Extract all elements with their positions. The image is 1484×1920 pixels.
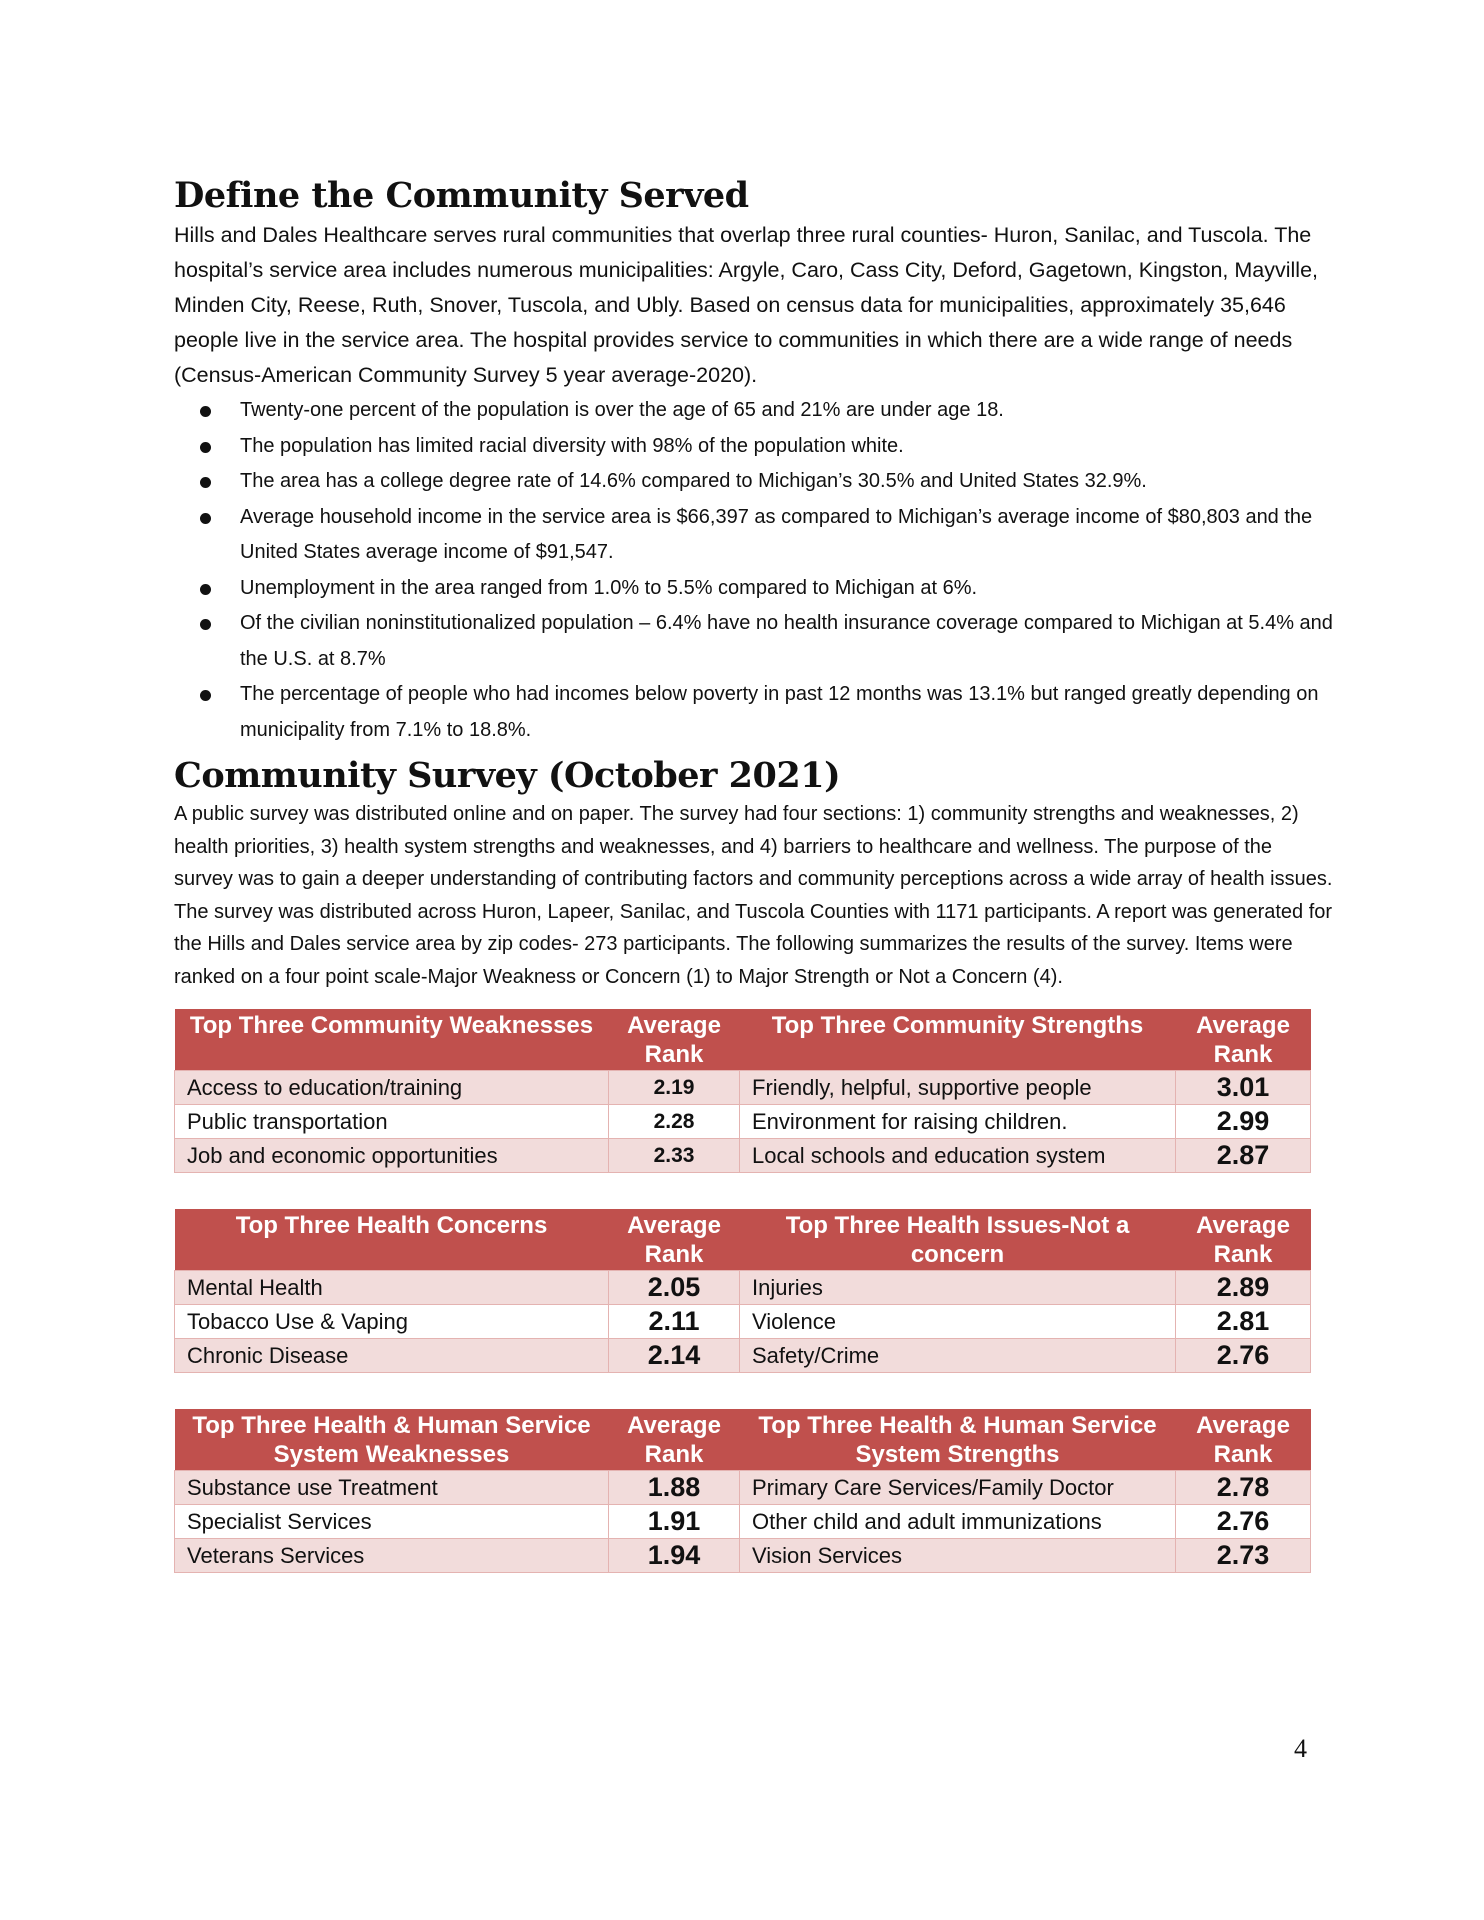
column-header: Top Three Health & Human Service System Strengths xyxy=(740,1409,1176,1471)
bullet-item: Unemployment in the area ranged from 1.0% to 5.5% compared to Michigan at 6%. xyxy=(174,571,1334,607)
demographics-bullet-list xyxy=(174,393,1334,748)
rank-cell: 2.81 xyxy=(1176,1305,1311,1339)
table-row xyxy=(175,1139,1311,1173)
rank-cell: 2.76 xyxy=(1176,1505,1311,1539)
item-cell: Chronic Disease xyxy=(175,1339,609,1373)
column-header: Average Rank xyxy=(1176,1209,1311,1271)
column-header: Average Rank xyxy=(1176,1409,1311,1471)
rank-cell: 2.87 xyxy=(1176,1139,1311,1173)
column-header: Average Rank xyxy=(609,1209,740,1271)
bullet-icon xyxy=(200,584,211,595)
survey-paragraph: A public survey was distributed online and on paper. The survey had four sections: 1) community strengths and weaknesses, 2) health priorities, 3) health system strengths and weaknesses, and 4) barriers to healthcare and wellness. The purpose of the survey was to gain a deeper understanding of contributing factors and community perceptions across a wide array of health issues. The survey was distributed across Huron, Lapeer, Sanilac, and Tuscola Counties with 1171 participants. A report was generated for the Hills and Dales service area by zip codes- 273 participants. The following summarizes the results of the survey. Items were ranked on a four point scale-Major Weakness or Concern (1) to Major Strength or Not a Concern (4). xyxy=(174,803,1333,988)
community-strengths-weaknesses-table xyxy=(174,1009,1311,1173)
rank-cell: 2.78 xyxy=(1176,1471,1311,1505)
bullet-item: The percentage of people who had incomes below poverty in past 12 months was 13.1% but ranged greatly depending on municipality from 7.1% to 18.8%. xyxy=(174,677,1334,748)
bullet-icon xyxy=(200,406,211,417)
bullet-icon xyxy=(200,690,211,701)
bullet-item: Of the civilian noninstitutionalized population – 6.4% have no health insurance coverage compared to Michigan at 5.4% and the U.S. at 8.7% xyxy=(174,606,1334,677)
item-cell: Tobacco Use & Vaping xyxy=(175,1305,609,1339)
column-header: Average Rank xyxy=(609,1009,740,1071)
rank-cell: 2.89 xyxy=(1176,1271,1311,1305)
item-cell: Primary Care Services/Family Doctor xyxy=(740,1471,1176,1505)
survey-results-tables xyxy=(174,1009,1334,1573)
document-page xyxy=(174,174,1334,1609)
rank-cell: 1.91 xyxy=(609,1505,740,1539)
table-header-row xyxy=(175,1209,1311,1271)
item-cell: Friendly, helpful, supportive people xyxy=(740,1071,1176,1105)
bullet-item: Twenty-one percent of the population is over the age of 65 and 21% are under age 18. xyxy=(174,393,1334,429)
table-row xyxy=(175,1339,1311,1373)
health-concerns-table xyxy=(174,1209,1311,1373)
bullet-icon xyxy=(200,442,211,453)
table-row xyxy=(175,1505,1311,1539)
item-cell: Veterans Services xyxy=(175,1539,609,1573)
table-row xyxy=(175,1105,1311,1139)
column-header: Average Rank xyxy=(1176,1009,1311,1071)
rank-cell: 2.19 xyxy=(609,1071,740,1105)
bullet-icon xyxy=(200,619,211,630)
item-cell: Mental Health xyxy=(175,1271,609,1305)
section-title-community-survey: Community Survey (October 2021) xyxy=(174,755,841,796)
table-row xyxy=(175,1305,1311,1339)
item-cell: Job and economic opportunities xyxy=(175,1139,609,1173)
item-cell: Specialist Services xyxy=(175,1505,609,1539)
rank-cell: 2.99 xyxy=(1176,1105,1311,1139)
column-header: Top Three Health Issues-Not a concern xyxy=(740,1209,1176,1271)
column-header: Top Three Health & Human Service System Weaknesses xyxy=(175,1409,609,1471)
item-cell: Safety/Crime xyxy=(740,1339,1176,1373)
bullet-icon xyxy=(200,513,211,524)
item-cell: Other child and adult immunizations xyxy=(740,1505,1176,1539)
table-row xyxy=(175,1539,1311,1573)
column-header: Top Three Community Strengths xyxy=(740,1009,1176,1071)
table-row xyxy=(175,1471,1311,1505)
section-title-define-community: Define the Community Served xyxy=(174,175,749,216)
rank-cell: 1.94 xyxy=(609,1539,740,1573)
bullet-icon xyxy=(200,477,211,488)
column-header: Average Rank xyxy=(609,1409,740,1471)
bullet-item: Average household income in the service area is $66,397 as compared to Michigan’s average income of $80,803 and the United States average income of $91,547. xyxy=(174,500,1334,571)
rank-cell: 2.14 xyxy=(609,1339,740,1373)
page-number: 4 xyxy=(1294,1734,1307,1763)
rank-cell: 2.11 xyxy=(609,1305,740,1339)
rank-cell: 2.73 xyxy=(1176,1539,1311,1573)
rank-cell: 3.01 xyxy=(1176,1071,1311,1105)
item-cell: Access to education/training xyxy=(175,1071,609,1105)
community-intro-paragraph: Hills and Dales Healthcare serves rural communities that overlap three rural counties- Huron, Sanilac, and Tuscola. The hospital’s service area includes numerous municipalities: Argyle, Caro, Cass City, Deford, Gagetown, Kingston, Mayville, Minden City, Reese, Ruth, Snover, Tuscola, and Ubly. Based on census data for municipalities, approximately 35,646 people live in the service area. The hospital provides service to communities in which there are a wide range of needs (Census-American Community Survey 5 year average-2020). xyxy=(174,223,1318,387)
item-cell: Violence xyxy=(740,1305,1176,1339)
item-cell: Local schools and education system xyxy=(740,1139,1176,1173)
item-cell: Vision Services xyxy=(740,1539,1176,1573)
item-cell: Substance use Treatment xyxy=(175,1471,609,1505)
table-row xyxy=(175,1271,1311,1305)
item-cell: Public transportation xyxy=(175,1105,609,1139)
bullet-item: The area has a college degree rate of 14.6% compared to Michigan’s 30.5% and United States 32.9%. xyxy=(174,464,1334,500)
rank-cell: 2.76 xyxy=(1176,1339,1311,1373)
table-header-row xyxy=(175,1009,1311,1071)
rank-cell: 1.88 xyxy=(609,1471,740,1505)
rank-cell: 2.33 xyxy=(609,1139,740,1173)
table-header-row xyxy=(175,1409,1311,1471)
item-cell: Environment for raising children. xyxy=(740,1105,1176,1139)
rank-cell: 2.28 xyxy=(609,1105,740,1139)
table-row xyxy=(175,1071,1311,1105)
bullet-item: The population has limited racial diversity with 98% of the population white. xyxy=(174,429,1334,465)
service-system-table xyxy=(174,1409,1311,1573)
column-header: Top Three Health Concerns xyxy=(175,1209,609,1271)
rank-cell: 2.05 xyxy=(609,1271,740,1305)
column-header: Top Three Community Weaknesses xyxy=(175,1009,609,1071)
item-cell: Injuries xyxy=(740,1271,1176,1305)
